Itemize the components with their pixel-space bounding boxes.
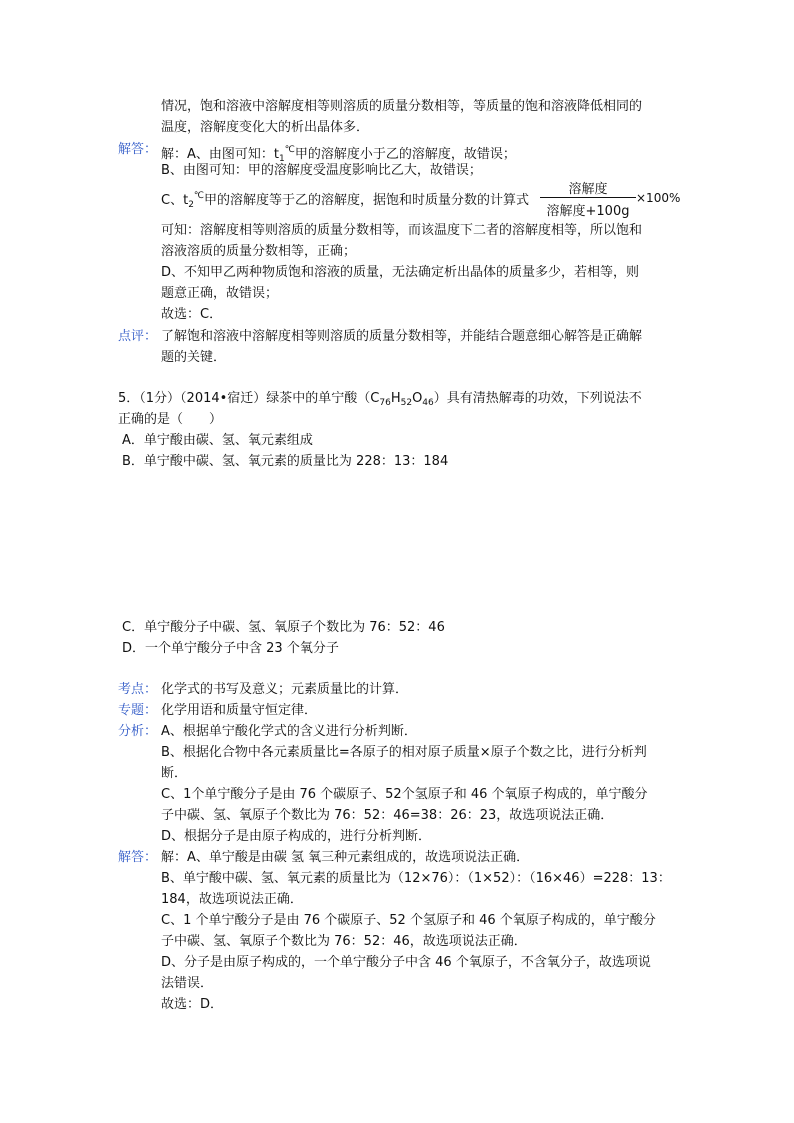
option-a: A．单宁酸由碳、氢、氧元素组成: [122, 433, 313, 448]
option-d: D．一个单宁酸分子中含 23 个氧分子: [122, 641, 339, 656]
prev-answer-a: 解：A、由图可知：$t_1^℃$甲的溶解度小于乙的溶解度，故错误；: [161, 145, 516, 164]
question-5-stem: 5．（1分）（2014•宿迁）绿茶中的单宁酸$(C_{76}H_{52}O_{46})$具有清热解毒的功效，下列说法不: [118, 391, 642, 408]
q5-answer-line-3: 184，故选项说法正确．: [161, 892, 303, 907]
prev-answer-c-cont-1: 可知：溶解度相等则溶质的质量分数相等，而该温度下二者的溶解度相等，所以饱和: [161, 223, 643, 238]
formula-tail: ×100%: [636, 191, 681, 205]
option-b: B．单宁酸中碳、氢、氧元素的质量比为 228：13：184: [122, 454, 449, 469]
kaodian-text: 化学式的书写及意义；元素质量比的计算．: [161, 682, 409, 697]
q5-answer-line-7: 法错误．: [161, 976, 214, 991]
q5-answer-line-2: B、单宁酸中碳、氢、氧元素的质量比为（12×76）：（1×52）：（16×46）=228：13：: [161, 871, 671, 886]
prev-answer-c: C、$t_2^℃$甲的溶解度等于乙的溶解度，据饱和时质量分数的计算式: [161, 191, 530, 210]
fenxi-line-6: D、根据分子是由原子构成的，进行分析判断．: [161, 829, 432, 844]
answer-label: 解答：: [118, 142, 158, 157]
kaodian-label: 考点：: [118, 682, 158, 697]
zhuanti-text: 化学用语和质量守恒定律．: [161, 703, 318, 718]
prev-comment-2: 题的关键．: [161, 350, 227, 365]
prev-answer-c-cont-2: 溶液溶质的质量分数相等，正确；: [161, 244, 357, 259]
option-c: C．单宁酸分子中碳、氢、氧原子个数比为 76：52：46: [122, 620, 445, 635]
answer-label-q5: 解答：: [118, 850, 158, 865]
fenxi-line-2: B、根据化合物中各元素质量比=各原子的相对原子质量×原子个数之比，进行分析判: [161, 745, 647, 760]
prev-answer-b: B、由图可知：甲的溶解度受温度影响比乙大，故错误；: [161, 163, 482, 178]
question-5-stem-2: 正确的是（ ）: [118, 412, 223, 427]
q5-answer-choice: 故选：D．: [161, 997, 224, 1012]
fenxi-line-5: 子中碳、氢、氧原子个数比为 76：52：46=38：26：23，故选项说法正确．: [161, 808, 614, 823]
fraction-bar: [540, 197, 636, 198]
prev-analysis-line-1: 情况，饱和溶液中溶解度相等则溶质的质量分数相等，等质量的饱和溶液降低相同的: [161, 99, 643, 114]
q5-answer-line-1: 解：A、单宁酸是由碳 氢 氧三种元素组成的，故选项说法正确．: [161, 850, 530, 865]
mass-fraction-formula: [540, 178, 636, 218]
comment-label: 点评：: [118, 329, 158, 344]
fenxi-line-3: 断．: [161, 766, 188, 781]
zhuanti-label: 专题：: [118, 703, 158, 718]
prev-analysis-line-2: 温度，溶解度变化大的析出晶体多．: [161, 120, 370, 135]
prev-choice: 故选：C．: [161, 307, 223, 322]
q5-answer-line-5: 子中碳、氢、氧原子个数比为 76：52：46，故选项说法正确．: [161, 934, 527, 949]
prev-answer-d-2: 题意正确，故错误；: [161, 286, 279, 301]
prev-answer-d-1: D、不知甲乙两种物质饱和溶液的质量，无法确定析出晶体的质量多少，若相等，则: [161, 265, 640, 280]
formula-numerator: 溶解度: [568, 182, 608, 197]
prev-comment-1: 了解饱和溶液中溶解度相等则溶质的质量分数相等，并能结合题意细心解答是正确解: [161, 329, 643, 344]
formula-denominator: 溶解度+100g: [546, 204, 630, 219]
fenxi-line-4: C、1个单宁酸分子是由 76 个碳原子、52个氢原子和 46 个氧原子构成的，单宁酸分: [161, 787, 648, 802]
fenxi-line-1: A、根据单宁酸化学式的含义进行分析判断．: [161, 724, 417, 739]
q5-answer-line-6: D、分子是由原子构成的，一个单宁酸分子中含 46 个氧原子，不含氧分子，故选项说: [161, 955, 651, 970]
fenxi-label: 分析：: [118, 724, 158, 739]
q5-answer-line-4: C、1 个单宁酸分子是由 76 个碳原子、52 个氢原子和 46 个氧原子构成的，单宁酸分: [161, 913, 656, 928]
